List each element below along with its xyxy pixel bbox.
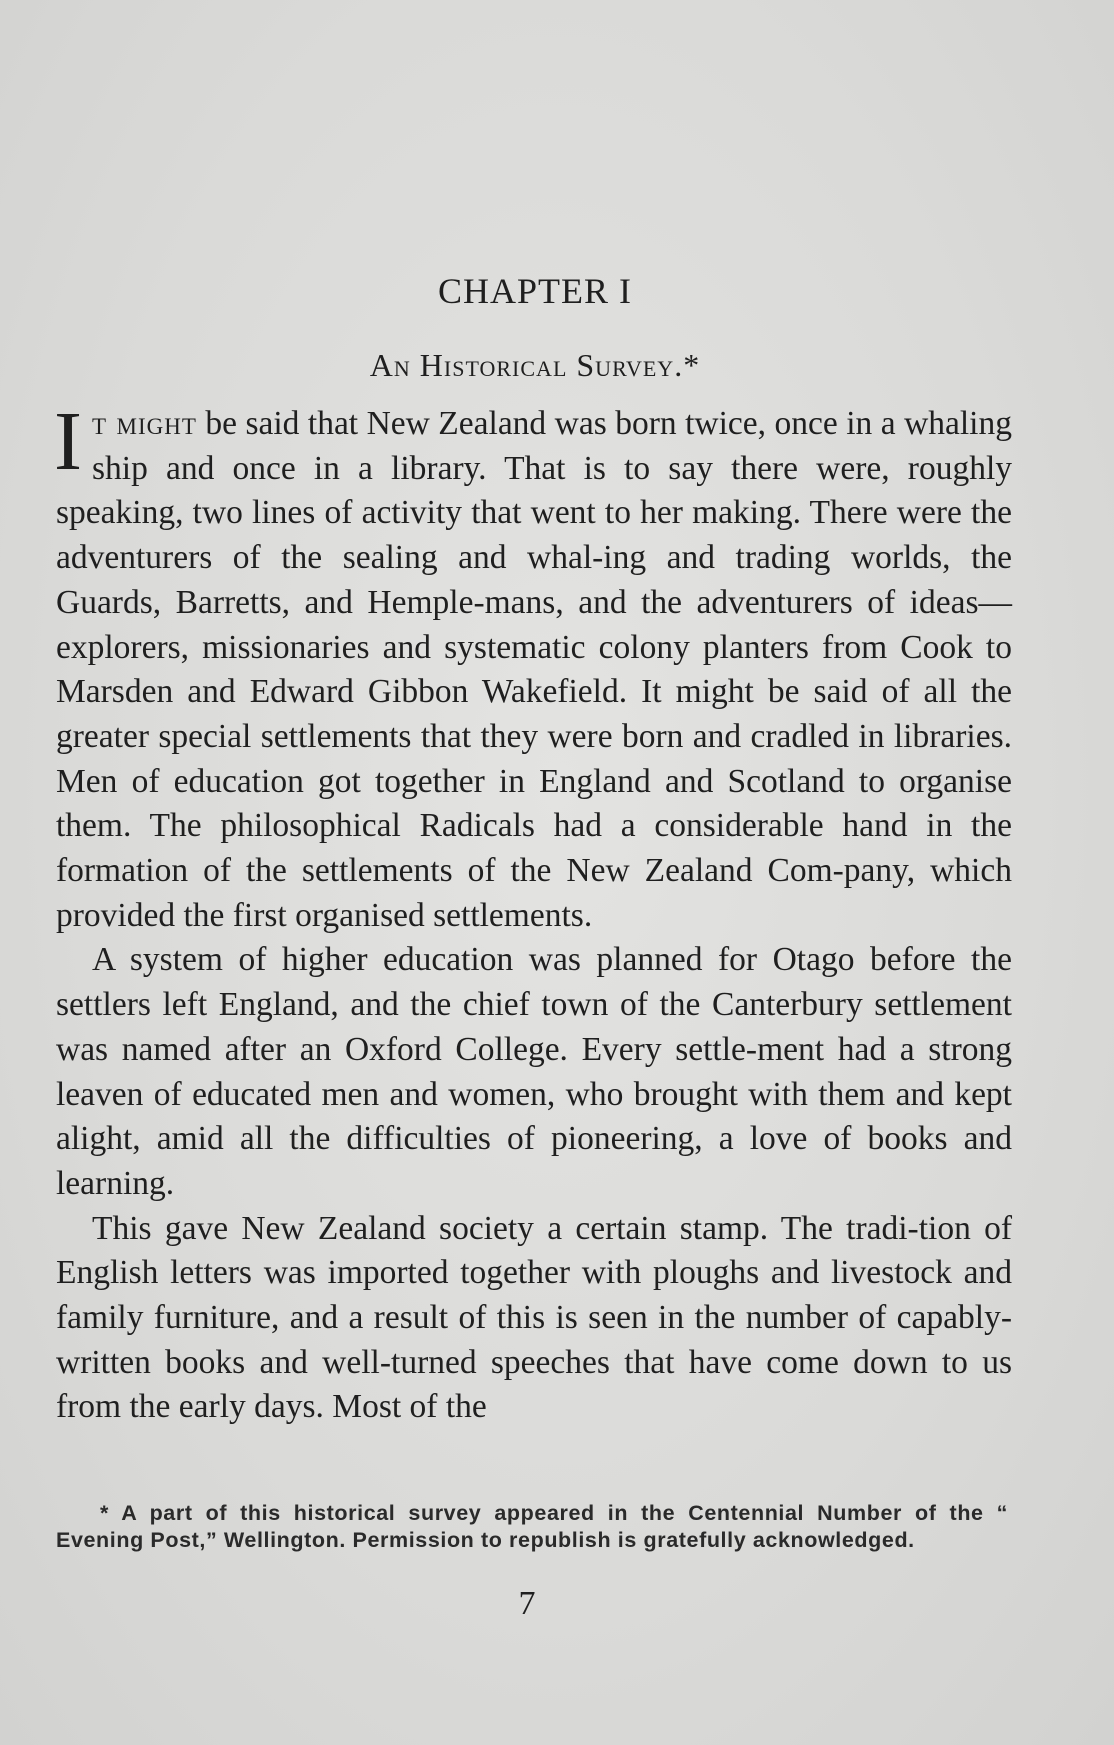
paragraph: A system of higher education was planned for Otago before the settlers left England, and the chief town of the Canterbury settlement was named after an Oxford College. Every settle-ment had a strong leaven of educated men and women, who brought with them and kept alight, amid all the difficulties of pioneering, a love of books and learning. — [56, 941, 1012, 1202]
section-title: An Historical Survey.* — [369, 347, 701, 383]
opening-words: t might — [91, 405, 197, 442]
paragraph — [54, 395, 1012, 938]
footnote: * A part of this historical survey appeared in the Centennial Number of the “ Evening Post,” Wellington. Permission to republish is gratefully acknowledged. — [56, 1501, 1008, 1552]
page-number: 7 — [518, 1585, 536, 1622]
paragraph-text: be said that New Zealand was born twice, once in a whaling ship and once in a library. That is to say there were, roughly speaking, two lines of activity that went to her making. There were the adventurers of the sealing and whal-ing and trading worlds, the Guards, Barretts, and Hemple-mans, and the adventurers of ideas—explorers, missionaries and systematic colony planters from Cook to Marsden and Edward Gibbon Wakefield. It might be said of all the greater special settlements that they were born and cradled in libraries. Men of education got together in England and Scotland to organise them. The philosophical Radicals had a considerable hand in the formation of the settlements of the New Zealand Com-pany, which provided the first organised settlements. — [56, 405, 1012, 934]
body-text — [54, 395, 1012, 1430]
paragraph: This gave New Zealand society a certain stamp. The tradi-tion of English letters was imported together with ploughs and livestock and family furniture, and a result of this is seen in the number of capably-written books and well-turned speeches that have come down to us from the early days. Most of the — [56, 1209, 1012, 1426]
chapter-heading: CHAPTER I — [437, 271, 632, 311]
drop-cap: I — [54, 395, 82, 488]
